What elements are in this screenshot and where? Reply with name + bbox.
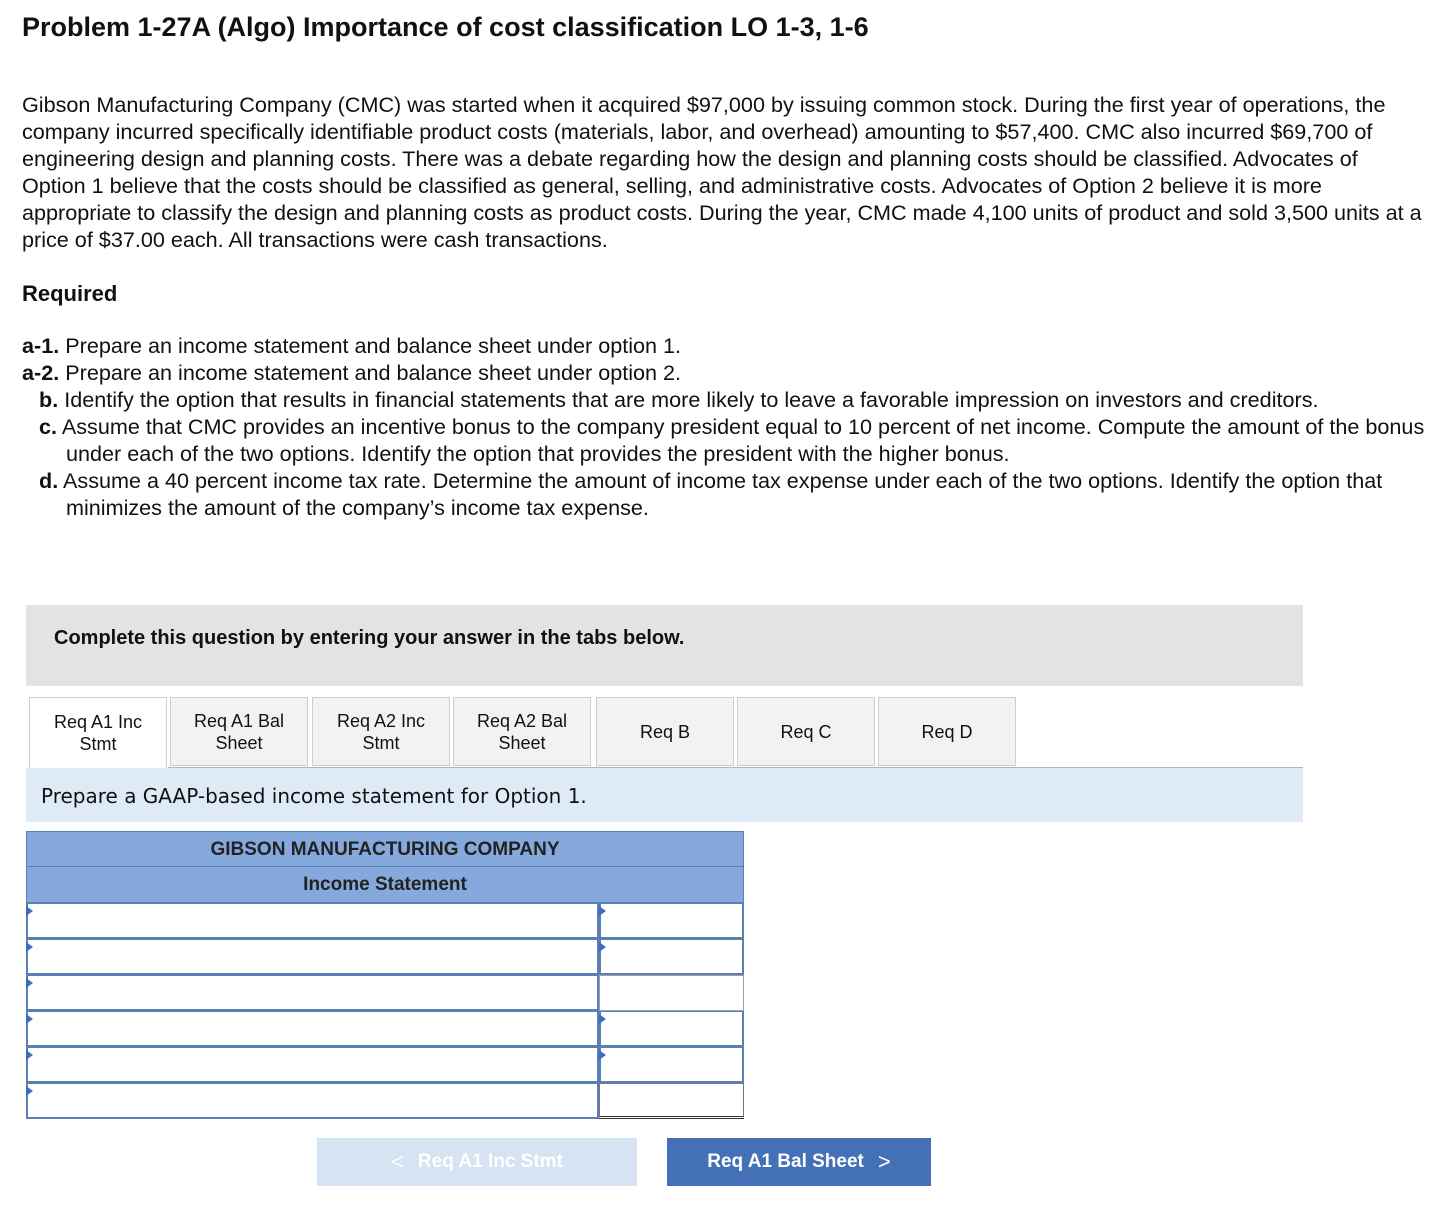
tab-req-a1-inc-stmt[interactable]: Req A1 Inc Stmt (29, 697, 167, 768)
dropdown-arrow-icon (26, 978, 33, 988)
dropdown-arrow-icon (26, 942, 33, 952)
line-item-input[interactable] (28, 976, 597, 1009)
dropdown-arrow-icon (599, 942, 606, 952)
amount-cell[interactable] (599, 903, 744, 939)
line-item-dropdown[interactable] (26, 1047, 599, 1083)
amount-cell[interactable] (599, 939, 744, 975)
line-item-dropdown[interactable] (26, 939, 599, 975)
requirement-label: b. (39, 387, 59, 412)
line-item-input[interactable] (28, 940, 597, 973)
line-item-input[interactable] (28, 1012, 597, 1045)
requirement-text: Identify the option that results in financial statements that are more likely to leave a favorable impression on investors and creditors. (64, 387, 1319, 412)
line-item-dropdown[interactable] (26, 1011, 599, 1047)
amount-cell[interactable] (599, 1047, 744, 1083)
total-amount-cell[interactable] (599, 1083, 744, 1119)
problem-title: Problem 1-27A (Algo) Importance of cost classification LO 1-3, 1-6 (22, 12, 869, 42)
previous-tab-button[interactable] (317, 1138, 637, 1186)
tab-req-a2-inc-stmt[interactable]: Req A2 Inc Stmt (312, 697, 450, 766)
table-row (26, 939, 744, 975)
requirement-text: Assume a 40 percent income tax rate. Determine the amount of income tax expense under each of the two options. Identify the option that minimizes the amount of the company’s income tax expense. (63, 468, 1383, 520)
requirement-label: d. (39, 468, 59, 493)
dropdown-arrow-icon (599, 1050, 606, 1060)
tab-req-c[interactable]: Req C (737, 697, 875, 766)
requirements-list (22, 332, 1428, 521)
table-row (26, 975, 744, 1011)
amount-input[interactable] (601, 1048, 742, 1081)
requirement-item (22, 359, 1428, 386)
chevron-right-icon: > (877, 1149, 891, 1174)
statement-name-header: Income Statement (26, 867, 744, 903)
line-item-input[interactable] (28, 1048, 597, 1081)
table-row (26, 1047, 744, 1083)
next-tab-button[interactable] (667, 1138, 931, 1186)
table-row (26, 903, 744, 939)
banner-text: Complete this question by entering your answer in the tabs below. (54, 627, 685, 649)
requirement-item (22, 413, 1428, 467)
amount-input[interactable] (600, 1084, 743, 1116)
line-item-dropdown[interactable] (26, 975, 599, 1011)
requirement-label: c. (39, 414, 58, 439)
problem-description: Gibson Manufacturing Company (CMC) was started when it acquired $97,000 by issuing common stock. During the first year of operations, the company incurred specifically identifiable product costs (materials, labor, and overhead) amounting to $57,400. CMC also incurred $69,700 of engineering design and planning costs. There was a debate regarding how the design and planning costs should be classified. Advocates of Option 1 believe that the costs should be classified as general, selling, and administrative costs. Advocates of Option 2 believe it is more appropriate to classify the design and planning costs as product costs. During the year, CMC made 4,100 units of product and sold 3,500 units at a price of $37.00 each. All transactions were cash transactions. (22, 92, 1422, 252)
instruction-text: Prepare a GAAP-based income statement for Option 1. (41, 784, 587, 808)
requirement-item (22, 386, 1428, 413)
dropdown-arrow-icon (26, 1050, 33, 1060)
income-statement-table (26, 831, 744, 1119)
table-row (26, 1083, 744, 1119)
requirement-text: Prepare an income statement and balance sheet under option 2. (65, 360, 682, 385)
dropdown-arrow-icon (26, 1014, 33, 1024)
instructions-banner (26, 605, 1303, 686)
amount-input[interactable] (601, 940, 742, 973)
dropdown-arrow-icon (599, 1014, 606, 1024)
requirement-label: a-1. (22, 333, 60, 358)
chevron-left-icon: < (391, 1149, 404, 1174)
requirement-text: Prepare an income statement and balance sheet under option 1. (65, 333, 682, 358)
line-item-input[interactable] (28, 904, 597, 937)
dropdown-arrow-icon (26, 1086, 33, 1096)
requirement-label: a-2. (22, 360, 60, 385)
tab-req-b[interactable]: Req B (596, 697, 734, 766)
table-row (26, 1011, 744, 1047)
tab-req-a1-bal-sheet[interactable]: Req A1 Bal Sheet (170, 697, 308, 766)
line-item-dropdown[interactable] (26, 1083, 599, 1119)
previous-tab-label: Req A1 Inc Stmt (417, 1151, 563, 1172)
requirement-text: Assume that CMC provides an incentive bonus to the company president equal to 10 percent of net income. Compute the amount of the bonus under each of the two options. Identify the option that provides the president with the higher bonus. (61, 414, 1425, 466)
amount-input[interactable] (601, 1012, 742, 1045)
instruction-bar (26, 768, 1303, 822)
amount-cell[interactable] (599, 1011, 744, 1047)
tab-req-d[interactable]: Req D (878, 697, 1016, 766)
required-heading: Required (22, 281, 118, 306)
tab-req-a2-bal-sheet[interactable]: Req A2 Bal Sheet (453, 697, 591, 766)
next-tab-label: Req A1 Bal Sheet (707, 1151, 864, 1172)
amount-input[interactable] (600, 976, 743, 1010)
line-item-input[interactable] (28, 1084, 597, 1117)
amount-input[interactable] (601, 904, 742, 937)
dropdown-arrow-icon (599, 906, 606, 916)
amount-cell[interactable] (599, 975, 744, 1011)
requirement-item (22, 467, 1428, 521)
line-item-dropdown[interactable] (26, 903, 599, 939)
dropdown-arrow-icon (26, 906, 33, 916)
requirement-item (22, 332, 1428, 359)
company-name-header: GIBSON MANUFACTURING COMPANY (26, 831, 744, 867)
